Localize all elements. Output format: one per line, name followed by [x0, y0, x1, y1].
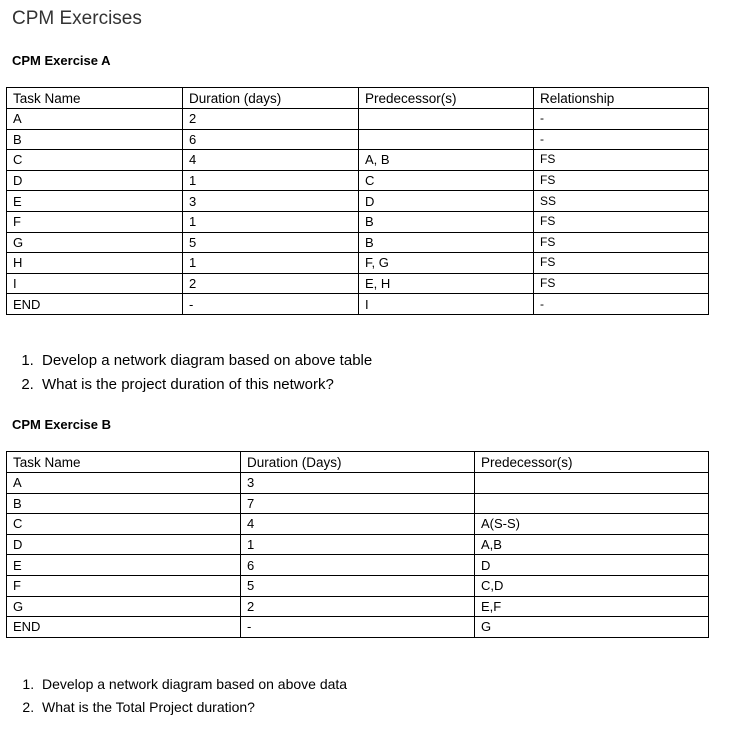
table-cell: A — [7, 109, 183, 130]
table-row — [7, 294, 709, 315]
exercise-a-questions — [14, 349, 372, 397]
table-cell: 1 — [183, 170, 359, 191]
table-cell: FS — [534, 150, 709, 171]
table-cell — [359, 129, 534, 150]
table-cell: 1 — [241, 534, 475, 555]
exercise-a-table — [6, 87, 709, 315]
column-header: Duration (days) — [183, 88, 359, 109]
table-cell: - — [183, 294, 359, 315]
table-cell — [359, 109, 534, 130]
table-cell: E — [7, 555, 241, 576]
table-cell: - — [534, 109, 709, 130]
table-header-row — [7, 452, 709, 473]
table-cell: - — [534, 294, 709, 315]
table-row — [7, 555, 709, 576]
page-title: CPM Exercises — [12, 8, 142, 29]
question-item: 2. What is the project duration of this network? — [38, 373, 372, 397]
table-cell: 5 — [183, 232, 359, 253]
table-cell: E — [7, 191, 183, 212]
table-row — [7, 534, 709, 555]
table-cell: C — [7, 514, 241, 535]
table-cell: B — [7, 493, 241, 514]
table-cell: D — [7, 170, 183, 191]
table-cell: - — [534, 129, 709, 150]
table-cell: A(S-S) — [475, 514, 709, 535]
table-cell: 6 — [241, 555, 475, 576]
table-cell: F — [7, 575, 241, 596]
table-row — [7, 493, 709, 514]
table-row — [7, 191, 709, 212]
table-cell: B — [7, 129, 183, 150]
table-cell: 4 — [183, 150, 359, 171]
question-item: 2. What is the Total Project duration? — [38, 696, 347, 719]
column-header: Duration (Days) — [241, 452, 475, 473]
table-cell: 3 — [183, 191, 359, 212]
table-row — [7, 253, 709, 274]
table-row — [7, 596, 709, 617]
table-cell: 2 — [241, 596, 475, 617]
table-cell: 7 — [241, 493, 475, 514]
table-cell — [475, 493, 709, 514]
table-row — [7, 273, 709, 294]
table-cell: D — [359, 191, 534, 212]
table-row — [7, 129, 709, 150]
table-row — [7, 170, 709, 191]
column-header: Task Name — [7, 88, 183, 109]
table-cell: END — [7, 617, 241, 638]
table-header-row — [7, 88, 709, 109]
column-header: Task Name — [7, 452, 241, 473]
table-cell: FS — [534, 170, 709, 191]
table-cell: END — [7, 294, 183, 315]
column-header: Relationship — [534, 88, 709, 109]
table-row — [7, 473, 709, 494]
table-cell: D — [7, 534, 241, 555]
exercise-b-heading: CPM Exercise B — [12, 417, 111, 432]
table-cell — [475, 473, 709, 494]
question-item: 1. Develop a network diagram based on above table — [38, 349, 372, 373]
table-cell: I — [359, 294, 534, 315]
exercise-a-heading: CPM Exercise A — [12, 53, 111, 68]
table-cell: A,B — [475, 534, 709, 555]
table-row — [7, 232, 709, 253]
table-cell: FS — [534, 253, 709, 274]
table-cell: 2 — [183, 273, 359, 294]
table-cell: 6 — [183, 129, 359, 150]
column-header: Predecessor(s) — [475, 452, 709, 473]
table-cell: H — [7, 253, 183, 274]
table-cell: 1 — [183, 211, 359, 232]
question-item: 1. Develop a network diagram based on above data — [38, 673, 347, 696]
table-cell: FS — [534, 211, 709, 232]
exercise-b-questions — [14, 673, 347, 719]
table-cell: B — [359, 232, 534, 253]
table-cell: SS — [534, 191, 709, 212]
table-cell: A, B — [359, 150, 534, 171]
table-cell: FS — [534, 273, 709, 294]
table-row — [7, 150, 709, 171]
table-row — [7, 617, 709, 638]
table-cell: 2 — [183, 109, 359, 130]
table-row — [7, 211, 709, 232]
table-cell: C — [359, 170, 534, 191]
table-cell: 3 — [241, 473, 475, 494]
table-cell: E, H — [359, 273, 534, 294]
table-cell: B — [359, 211, 534, 232]
table-cell: G — [7, 232, 183, 253]
table-cell: F — [7, 211, 183, 232]
table-cell: 1 — [183, 253, 359, 274]
table-cell: G — [475, 617, 709, 638]
table-cell: D — [475, 555, 709, 576]
table-cell: F, G — [359, 253, 534, 274]
table-cell: C,D — [475, 575, 709, 596]
table-cell: A — [7, 473, 241, 494]
table-row — [7, 575, 709, 596]
table-row — [7, 109, 709, 130]
table-cell: C — [7, 150, 183, 171]
exercise-b-table — [6, 451, 709, 638]
column-header: Predecessor(s) — [359, 88, 534, 109]
table-cell: 5 — [241, 575, 475, 596]
table-cell: - — [241, 617, 475, 638]
table-cell: FS — [534, 232, 709, 253]
table-cell: I — [7, 273, 183, 294]
table-cell: G — [7, 596, 241, 617]
table-cell: 4 — [241, 514, 475, 535]
table-row — [7, 514, 709, 535]
table-cell: E,F — [475, 596, 709, 617]
